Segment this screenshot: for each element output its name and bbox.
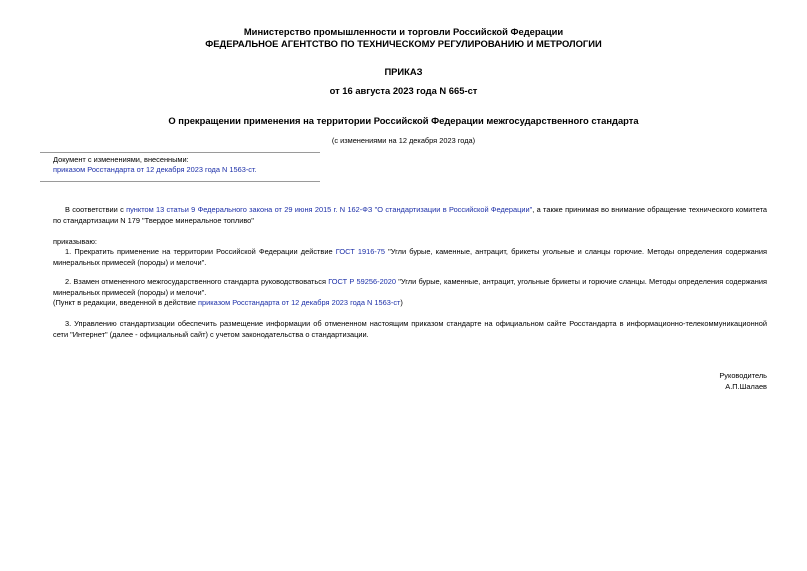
gost-59256-link[interactable]: ГОСТ Р 59256-2020 xyxy=(328,277,397,286)
agency-name: ФЕДЕРАЛЬНОЕ АГЕНТСТВО ПО ТЕХНИЧЕСКОМУ РЕГУЛИРОВАНИЮ И МЕТРОЛОГИИ xyxy=(205,38,602,49)
item-1-paragraph xyxy=(53,246,767,268)
signatory-name: А.П.Шалаев xyxy=(725,382,767,391)
item-2-note-text-2: ) xyxy=(400,298,403,307)
signatory-position: Руководитель xyxy=(719,371,767,380)
item-2-note xyxy=(53,297,767,308)
changes-box-label: Документ с изменениями, внесенными: xyxy=(53,155,189,164)
doc-date: от 16 августа 2023 года N 665-ст xyxy=(329,85,478,96)
order-word: приказываю: xyxy=(53,237,97,246)
changes-box-top-rule xyxy=(40,152,320,153)
revision-note: (с изменениями на 12 декабря 2023 года) xyxy=(331,136,476,145)
item-2-text-2: "Угли бурые, каменные, антрацит, угольные брикеты и горючие сланцы. Методы определения содержания минеральных примесей (породы) и мелочи". xyxy=(53,277,768,297)
item-2-note-link[interactable]: приказом Росстандарта от 12 декабря 2023 года N 1563-ст xyxy=(198,298,401,307)
item-2-paragraph xyxy=(53,276,767,298)
item-2-note-text-1: (Пункт в редакции, введенной в действие xyxy=(53,298,199,307)
preamble-text-1: В соответствии с xyxy=(65,205,127,214)
gost-1916-link[interactable]: ГОСТ 1916-75 xyxy=(335,247,385,256)
ministry-name: Министерство промышленности и торговли Российской Федерации xyxy=(243,26,564,37)
document-title: О прекращении применения на территории Российской Федерации межгосударственного стандарта xyxy=(168,115,639,126)
item-3-paragraph: 3. Управлению стандартизации обеспечить размещение информации об отмененном настоящим приказом стандарте на официальном сайте Росстандарта в информационно-телекоммуникационной сети "Интернет" (далее - официальный сайт) с учетом законодательства о стандартизации. xyxy=(53,319,767,339)
preamble-paragraph xyxy=(53,204,767,226)
item-1-text-1: 1. Прекратить применение на территории Российской Федерации действие xyxy=(65,247,336,256)
changes-box-bottom-rule xyxy=(40,181,320,182)
doc-type: ПРИКАЗ xyxy=(384,66,423,77)
changes-link[interactable]: приказом Росстандарта от 12 декабря 2023 года N 1563-ст. xyxy=(53,165,257,174)
item-1-text-2: "Угли бурые, каменные, антрацит, брикеты угольные и сланцы горючие. Методы определения содержания минеральных примесей (породы) и мелочи". xyxy=(53,247,767,267)
law-link[interactable]: пунктом 13 статьи 9 Федерального закона от 29 июня 2015 г. N 162-ФЗ "О стандартизации в Российской Федерации" xyxy=(126,205,533,214)
preamble-text-2: , а также принимая во внимание обращение технического комитета по стандартизации N 179 "Твердое минеральное топливо" xyxy=(53,205,768,225)
item-2-text-1: 2. Взамен отмененного межгосударственного стандарта руководствоваться xyxy=(65,277,329,286)
